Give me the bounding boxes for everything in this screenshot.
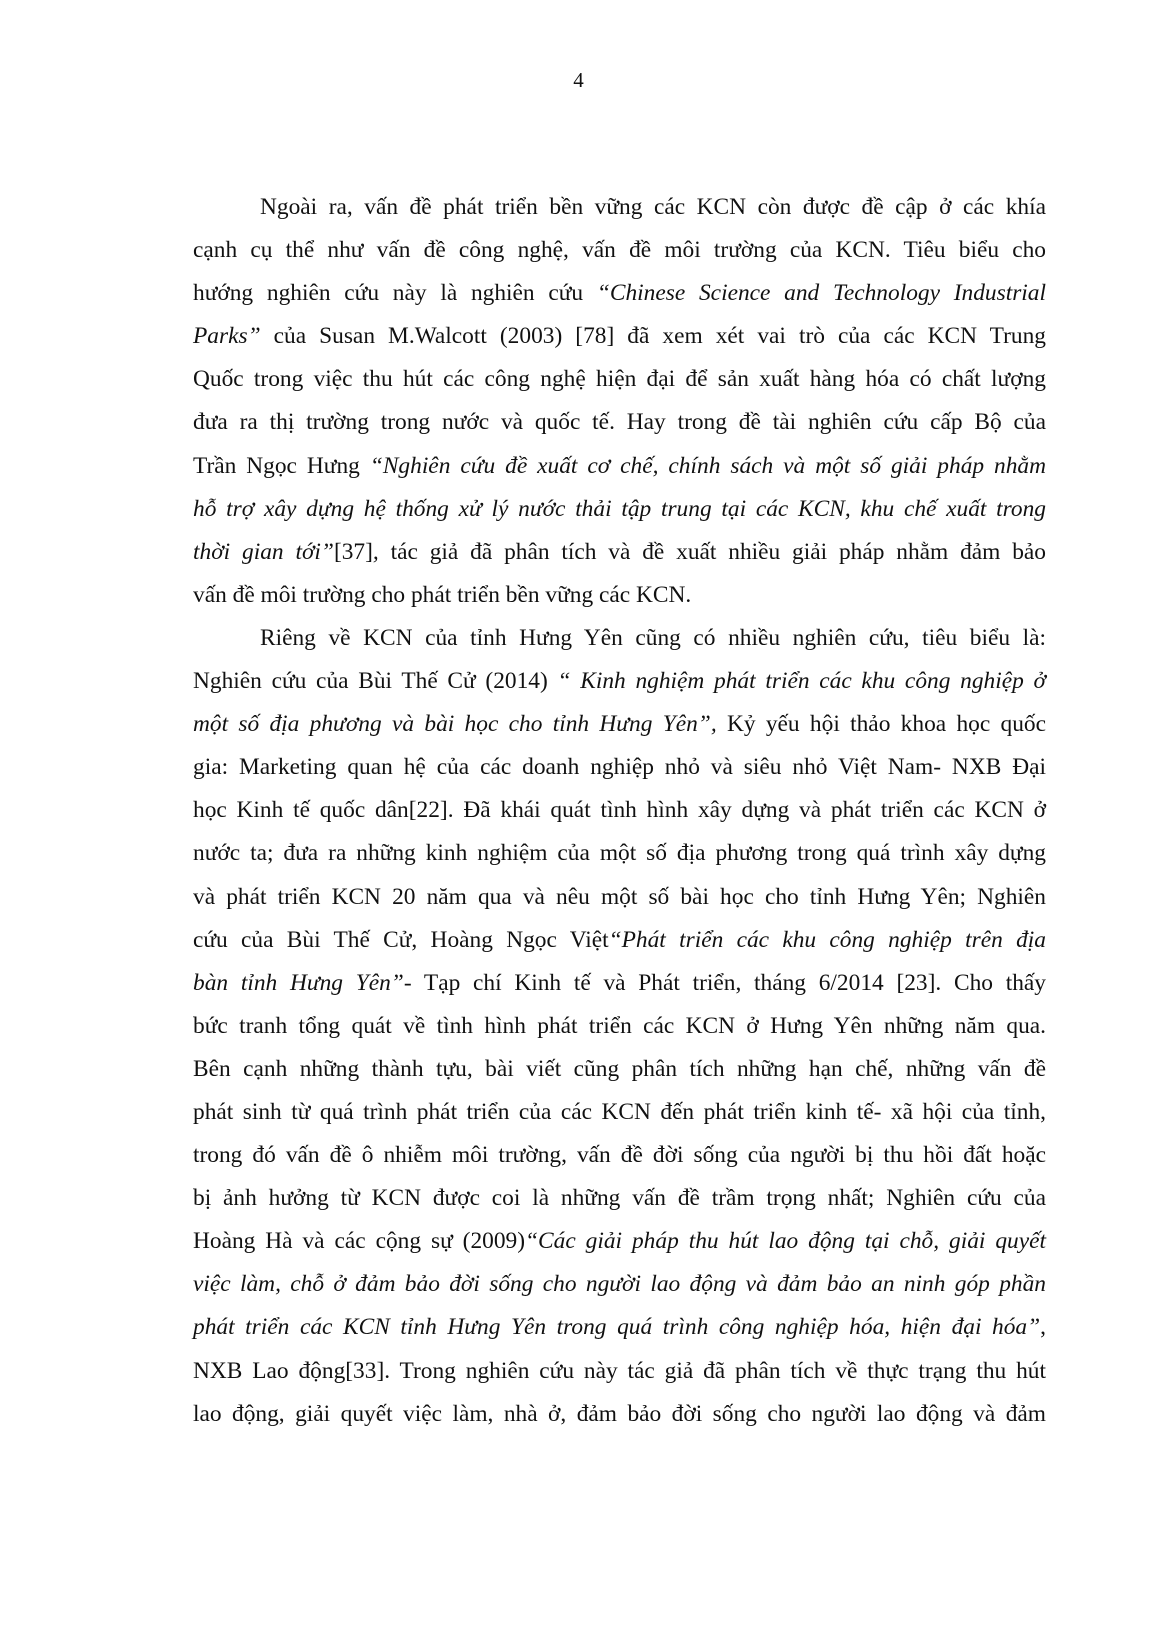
italic-text: bàn tỉnh Hưng Yên” — [193, 969, 404, 996]
text-segment: phát sinh từ quá trình phát triển của các KCN đến phát triển kinh tế- xã hội của tỉnh, — [193, 1098, 1046, 1125]
italic-text: thời gian tới” — [193, 538, 334, 565]
text-line — [193, 660, 1046, 703]
text-segment: cứu của Bùi Thế Cử, Hoàng Ngọc Việt — [193, 926, 609, 953]
text-segment: bức tranh tổng quát về tình hình phát triển các KCN ở Hưng Yên những năm qua. — [193, 1012, 1046, 1039]
text-line — [193, 358, 1046, 401]
italic-text: phát triển các KCN tỉnh Hưng Yên trong quá trình công nghiệp hóa, hiện đại hóa” — [193, 1314, 1041, 1341]
text-segment: lao động, giải quyết việc làm, nhà ở, đảm bảo đời sống cho người lao động và đảm — [193, 1400, 1046, 1427]
text-line — [193, 789, 1046, 832]
text-line — [193, 229, 1046, 272]
text-segment: đưa ra thị trường trong nước và quốc tế. Hay trong đề tài nghiên cứu cấp Bộ của — [193, 409, 1046, 436]
text-line — [193, 272, 1046, 315]
text-line — [193, 186, 1046, 229]
italic-text: “Chinese Science and Technology Industrial — [596, 280, 1046, 307]
text-segment: nước ta; đưa ra những kinh nghiệm của một số địa phương trong quá trình xây dựng — [193, 840, 1046, 867]
text-segment: cạnh cụ thể như vấn đề công nghệ, vấn đề môi trường của KCN. Tiêu biểu cho — [193, 237, 1046, 264]
text-segment: của Susan M.Walcott (2003) [78] đã xem xét vai trò của các KCN Trung — [260, 323, 1046, 350]
text-line — [193, 703, 1046, 746]
text-line — [193, 531, 1046, 574]
italic-text: hỗ trợ xây dựng hệ thống xử lý nước thải tập trung tại các KCN, khu chế xuất trong — [193, 495, 1046, 522]
text-segment: bị ảnh hưởng từ KCN được coi là những vấn đề trầm trọng nhất; Nghiên cứu của — [193, 1185, 1046, 1212]
text-segment: vấn đề môi trường cho phát triển bền vững các KCN. — [193, 581, 692, 608]
text-segment: NXB Lao động[33]. Trong nghiên cứu này tác giả đã phân tích về thực trạng thu hút — [193, 1357, 1046, 1384]
body-text — [193, 186, 1046, 1436]
paragraph — [193, 186, 1046, 617]
paragraph — [193, 617, 1046, 1436]
text-line — [193, 962, 1046, 1005]
text-segment: Nghiên cứu của Bùi Thế Cử (2014) — [193, 668, 558, 695]
italic-text: “Các giải pháp thu hút lao động tại chỗ, giải quyết — [525, 1228, 1046, 1255]
text-line — [193, 488, 1046, 531]
text-segment: trong đó vấn đề ô nhiễm môi trường, vấn đề đời sống của người bị thu hồi đất hoặc — [193, 1142, 1046, 1169]
page-number: 4 — [573, 68, 584, 92]
italic-text: Parks” — [193, 323, 261, 350]
text-segment: Riêng về KCN của tỉnh Hưng Yên cũng có nhiều nghiên cứu, tiêu biểu là: — [260, 624, 1046, 651]
text-segment: gia: Marketing quan hệ của các doanh nghiệp nhỏ và siêu nhỏ Việt Nam- NXB Đại — [193, 754, 1046, 781]
text-line — [193, 746, 1046, 789]
text-line — [193, 1005, 1046, 1048]
text-segment: hướng nghiên cứu này là nghiên cứu — [193, 280, 597, 307]
text-line — [193, 445, 1046, 488]
text-line — [193, 1350, 1046, 1393]
text-line — [193, 315, 1046, 358]
text-segment: và phát triển KCN 20 năm qua và nêu một số bài học cho tỉnh Hưng Yên; Nghiên — [193, 883, 1046, 910]
italic-text: “Nghiên cứu đề xuất cơ chế, chính sách và một số giải pháp nhằm — [369, 452, 1047, 479]
text-segment: học Kinh tế quốc dân[22]. Đã khái quát tình hình xây dựng và phát triển các KCN ở — [193, 797, 1046, 824]
text-segment: [37] — [333, 538, 373, 565]
text-line — [193, 401, 1046, 444]
text-line — [193, 832, 1046, 875]
text-segment: Quốc trong việc thu hút các công nghệ hiện đại để sản xuất hàng hóa có chất lượng — [193, 366, 1046, 393]
text-line — [193, 876, 1046, 919]
text-segment: - Tạp chí Kinh tế và Phát triển, tháng 6/2014 [23]. Cho thấy — [403, 969, 1046, 996]
text-segment: Trần Ngọc Hưng — [193, 452, 370, 479]
text-line — [193, 1306, 1046, 1349]
text-line — [193, 919, 1046, 962]
text-segment: , — [1040, 1314, 1046, 1341]
italic-text: việc làm, chỗ ở đảm bảo đời sống cho người lao động và đảm bảo an ninh góp phần — [193, 1271, 1046, 1298]
text-segment: Bên cạnh những thành tựu, bài viết cũng phân tích những hạn chế, những vấn đề — [193, 1055, 1046, 1082]
text-segment: Ngoài ra, vấn đề phát triển bền vững các KCN còn được đề cập ở các khía — [260, 194, 1046, 220]
italic-text: “ Kinh nghiệm phát triển các khu công nghiệp ở — [557, 668, 1046, 695]
text-line — [193, 1263, 1046, 1306]
text-segment: Hoàng Hà và các cộng sự (2009) — [193, 1228, 526, 1255]
text-line — [193, 1091, 1046, 1134]
text-line — [193, 1134, 1046, 1177]
text-line — [193, 1048, 1046, 1091]
italic-text: “Phát triển các khu công nghiệp trên địa — [608, 926, 1046, 953]
text-line — [193, 1177, 1046, 1220]
text-segment: tác giả đã phân tích và đề xuất nhiều giải pháp nhằm đảm bảo — [390, 538, 1046, 565]
italic-text: , — [372, 538, 391, 565]
text-line — [193, 1393, 1046, 1436]
text-segment: Kỷ yếu hội thảo khoa học quốc — [716, 711, 1046, 738]
text-line — [193, 1220, 1046, 1263]
text-line — [193, 617, 1046, 660]
text-line — [193, 574, 1046, 617]
italic-text: một số địa phương và bài học cho tỉnh Hưng Yên”, — [193, 711, 717, 738]
